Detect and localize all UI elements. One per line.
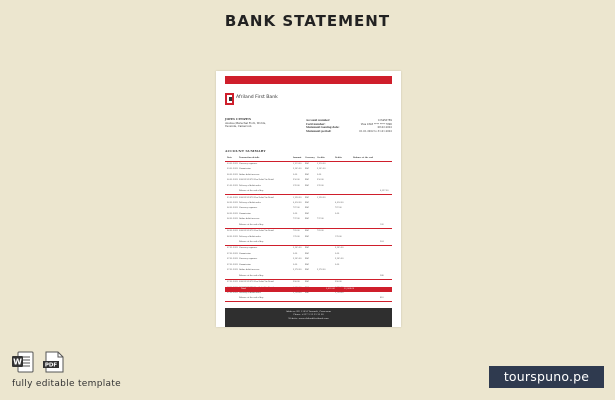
cell-amount: 176.00 [293,184,300,187]
statement-header-bar [225,76,392,84]
account-info [306,119,392,133]
cell-details: Delivery of debit order [239,291,261,294]
cell-currency: XAF [305,235,309,238]
cell-date: 03.01.2022 [227,162,238,165]
cell-details: 000012345678 Visa Debit Via Retail [239,281,274,284]
cell-details: Currency exposure [239,207,258,210]
cell-currency: XAF [305,212,309,215]
cell-date: 07.01.2022 [227,291,238,294]
cell-date: 07.01.2022 [227,269,238,272]
cell-amount: 9.00 [293,212,298,215]
bank-logo-icon [225,93,234,105]
cell-details: Balance at the end of day [239,241,264,244]
svg-text:W: W [13,357,22,367]
cell-date: 06.01.2022 [227,212,238,215]
cell-details: Commission [239,252,251,255]
totals-bar [225,287,392,292]
pdf-file-icon [43,351,65,373]
cell-currency: XAF [305,201,309,204]
transactions-table [225,156,392,302]
cell-credit: 176.00 [317,184,324,187]
cell-currency: XAF [305,230,309,233]
cell-balance: 388 [380,274,384,277]
account-info-row: Statement issuing date: 08.02.2022 [306,126,392,130]
cell-date: 06.01.2022 [227,218,238,221]
account-info-row: Statement period: 01.01.2022 to 31.01.2022 [306,129,392,133]
footer-phone: Phone: +237 2 22 23 30 68 [293,313,324,317]
cell-details: Online debit increase [239,269,260,272]
template-caption: fully editable template [12,379,121,389]
cell-currency: XAF [305,269,309,272]
cell-amount: 256.00 [293,179,300,182]
format-badges [12,351,68,373]
cell-date: 06.01.2022 [227,230,238,233]
statement-footer [225,308,392,327]
account-info-row: Card number: Visa 2345 **** **** 7890 [306,122,392,126]
cell-debit: 9.00 [335,263,340,266]
cell-balance: 4,037.00 [380,190,389,193]
account-info-row: Account number: 123456789 [306,119,392,122]
cell-date: 06.01.2022 [227,235,238,238]
cell-currency: XAF [305,184,309,187]
cell-credit: 722.00 [317,230,324,233]
summary-title: ACCOUNT SUMMARY [225,149,266,153]
totals-label: Total [241,288,247,291]
cell-credit: 1,234.00 [317,196,326,199]
cell-date: 07.01.2022 [227,247,238,250]
cell-currency: XAF [305,252,309,255]
cell-details: 000012345678 Visa Debit Via Retail [239,230,274,233]
cell-amount: 9.00 [293,252,298,255]
cell-details: Currency exposure [239,162,258,165]
column-header: Transaction details [239,157,260,160]
cell-debit: 9.00 [335,212,340,215]
cell-debit: 2,345.00 [335,258,344,261]
cell-currency: XAF [305,162,309,165]
cell-amount: 9.00 [293,263,298,266]
cell-details: 000012345678 Visa Debit Via Retail [239,196,274,199]
cell-details: Balance at the end of day [239,190,264,193]
cell-currency: XAF [305,218,309,221]
cell-details: Commission [239,168,251,171]
cell-date: 05.01.2022 [227,196,238,199]
cell-currency: XAF [305,196,309,199]
cell-currency: XAF [305,281,309,284]
customer-block [225,118,266,129]
cell-date: 07.01.2022 [227,258,238,261]
cell-amount: 727.00 [293,207,300,210]
cell-details: Delivery of debit order [239,235,261,238]
column-header: Balance at the end [353,157,373,160]
cell-details: Delivery of debit order [239,201,261,204]
cell-date: 06.01.2022 [227,201,238,204]
cell-amount: 9.00 [293,173,298,176]
table-body [225,162,392,303]
cell-currency: XAF [305,291,309,294]
cell-credit: 2,376.00 [317,269,326,272]
cell-balance: 502 [380,223,384,226]
cell-details: Delivery of debit order [239,184,261,187]
cell-credit: 1,254.00 [317,162,326,165]
cell-currency: XAF [305,173,309,176]
cell-balance: 344 [380,241,384,244]
totals-debits: 12,008.00 [344,288,355,291]
cell-amount: 1,530.00 [293,291,302,294]
cell-amount: 1,234.00 [293,196,302,199]
svg-text:PDF: PDF [44,362,58,369]
cell-currency: XAF [305,258,309,261]
page-heading: BANK STATEMENT [224,12,391,30]
cell-date: 03.01.2022 [227,168,238,171]
cell-details: Online debit increase [239,218,260,221]
customer-address-line2: Yaoundé, Cameroun [225,125,252,129]
cell-date: 04.01.2022 [227,173,238,176]
cell-amount: 1,253.00 [293,162,302,165]
cell-debit: 1,530.00 [335,291,344,294]
customer-address-line1: Avenue Marechal Foch, Words, [225,121,266,125]
bank-logo [225,93,295,105]
cell-amount: 570.00 [293,235,300,238]
statement-preview [216,71,401,327]
cell-date: 05.01.2022 [227,184,238,187]
cell-details: Online debit increase [239,173,260,176]
balance-row [225,296,392,302]
cell-details: Balance at the end of day [239,274,264,277]
cell-amount: 4,456.00 [293,201,302,204]
cell-amount: 722.00 [293,230,300,233]
cell-balance: 810 [380,297,384,300]
cell-amount: 2,345.00 [293,258,302,261]
cell-details: Currency exposure [239,258,258,261]
footer-address: Address: BP: 11834 Yaoundé, Cameroun [286,310,331,313]
cell-debit: 2,345.00 [335,247,344,250]
cell-date: 07.01.2022 [227,281,238,284]
cell-debit: 4,456.00 [335,201,344,204]
cell-credit: 9.00 [317,173,322,176]
bank-name: Afriland First Bank [236,95,278,100]
column-header: Currency [305,157,315,160]
cell-currency: XAF [305,263,309,266]
footer-website: Website: www.afrilandfirstbank.com [288,316,329,320]
customer-name: JOHN CITIZEN [225,117,252,121]
column-header: Debits [335,157,342,160]
cell-date: 04.01.2022 [227,179,238,182]
totals-credits: 9,995.00 [326,288,335,291]
cell-credit: 256.00 [317,179,324,182]
cell-amount: 290.00 [293,281,300,284]
cell-details: Commission [239,263,251,266]
cell-details: Balance at the end of day [239,297,264,300]
word-file-icon [12,351,34,373]
column-header: Credits [317,157,325,160]
cell-currency: XAF [305,247,309,250]
cell-date: 07.01.2022 [227,252,238,255]
cell-currency: XAF [305,168,309,171]
cell-amount: 2,376.00 [293,269,302,272]
cell-debit: 290.00 [335,281,342,284]
cell-debit: 9.00 [335,252,340,255]
cell-details: Commission [239,212,251,215]
cell-amount: 737.00 [293,218,300,221]
cell-currency: XAF [305,207,309,210]
cell-amount: 2,345.00 [293,168,302,171]
brand-badge[interactable]: tourspuno.pe [489,366,604,388]
cell-details: 000012345678 Visa Debit Via Retail [239,179,274,182]
cell-credit: 2,345.00 [317,168,326,171]
column-header: Amount [293,157,302,160]
cell-date: 07.01.2022 [227,263,238,266]
column-header: Date [227,157,232,160]
cell-debit: 570.00 [335,235,342,238]
cell-debit: 727.00 [335,207,342,210]
cell-date: 06.01.2022 [227,207,238,210]
cell-details: Currency exposure [239,247,258,250]
cell-details: Balance at the end of day [239,223,264,226]
cell-currency: XAF [305,179,309,182]
cell-credit: 737.00 [317,218,324,221]
cell-amount: 2,345.00 [293,247,302,250]
